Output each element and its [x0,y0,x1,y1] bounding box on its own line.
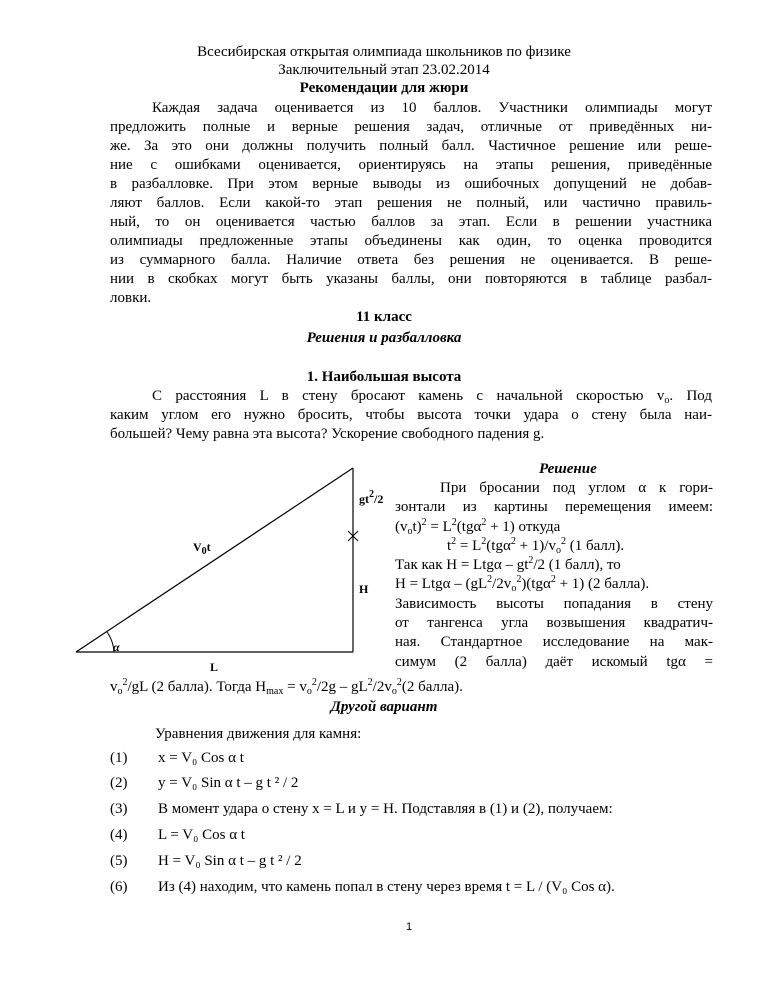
olympiad-title: Всесибирская открытая олимпиада школьников по физике [197,44,571,60]
solution-text: При бросании под углом α к гори- зонтали из картины перемещения имеем: $(v_ot)^2 = L^2(tg\alpha^2 + 1)$ откуда $t^2 = L^2(tg\alpha^2 + 1)/v_o^2$ (1 балл). Так как $H = Ltg\alpha - gt^2/2$ (1 балл), то $H = Ltg\alpha - (gL^2/2v_o^2)(tg\alpha^2 + 1)$ (2 балла). Зависимость высоты попадания в стену от тангенса угла возвышения квадратич- ная. Стандартное исследование на мак- симум (2 балла) даёт искомый tgα = [395,480,713,670]
intro-paragraph [110,99,712,308]
jury-recommendations-heading: Рекомендации для жюри [299,80,469,96]
trajectory-triangle-figure [70,460,390,660]
intro-line: олимпиады предложенные этапы объединены как один, то оценка проводится [110,233,712,249]
intro-line: же. За это они должны получить полный балл. Частичное решение или реше- [110,138,712,154]
intro-line: ловки. [110,290,152,306]
intro-line: из суммарного балла. Наличие ответа без решения не оценивается. В реше- [110,252,712,268]
intro-line: ние с ошибками оценивается, ориентируясь на этапы решения, приведённые [110,157,712,173]
intro-line: предложить полные и верные решения задач, отличные от приведённых ни- [110,119,712,135]
label-L: L [210,660,219,674]
solutions-heading: Решения и разбалловка [306,330,462,346]
problem-statement: С расстояния L в стену бросают камень с начальной скоростью $v_o$. Под каким углом его нужно бросить, чтобы высота точки удара о стену была наи- большей? Чему равна эта высота? Ускорение свободного падения g. [110,388,712,442]
intro-line: Каждая задача оценивается из 10 баллов. Участники олимпиады могут [152,100,712,116]
label-v0t: $V_0t$ [193,540,211,557]
intro-line: ный, то он оценивается частью баллов за этап. Если в решении участника [110,214,712,230]
intro-line: в разбалловке. При этом верные выводы из ошибочных допущений не добав- [110,176,712,192]
solution-answer-line: $v_o^2/gL$ (2 балла). Тогда $H_{max} = v_o^2/2g - gL^2/2v_o^2(2$ балла). [110,677,463,697]
problem-title: 1. Наибольшая высота [306,369,462,385]
problem-line: каким углом его нужно бросить, чтобы высота точки удара о стену была наи- [110,407,712,423]
page-number: 1 [406,921,413,933]
solution-heading: Решение [539,461,597,477]
problem-line: С расстояния L в стену бросают камень с начальной скоростью v [152,388,665,404]
stage-date: Заключительный этап 23.02.2014 [278,62,490,78]
alt-intro: Уравнения движения для камня: [155,726,362,742]
label-gt2-over-2: $gt^2/2$ [359,489,384,506]
label-H: H [359,582,369,596]
label-alpha: α [113,640,120,654]
intro-line: нии в скобках могут быть указаны баллы, они повторяются в таблице разбал- [110,271,712,287]
hypotenuse-line [76,468,353,652]
grade-heading: 11 класс [356,309,412,325]
intro-line: ляют баллов. Если какой-то этап решения не полный, или частично правиль- [110,195,712,211]
alternative-heading: Другой вариант [330,699,438,715]
problem-line: большей? Чему равна эта высота? Ускорение свободного падения g. [110,426,545,442]
